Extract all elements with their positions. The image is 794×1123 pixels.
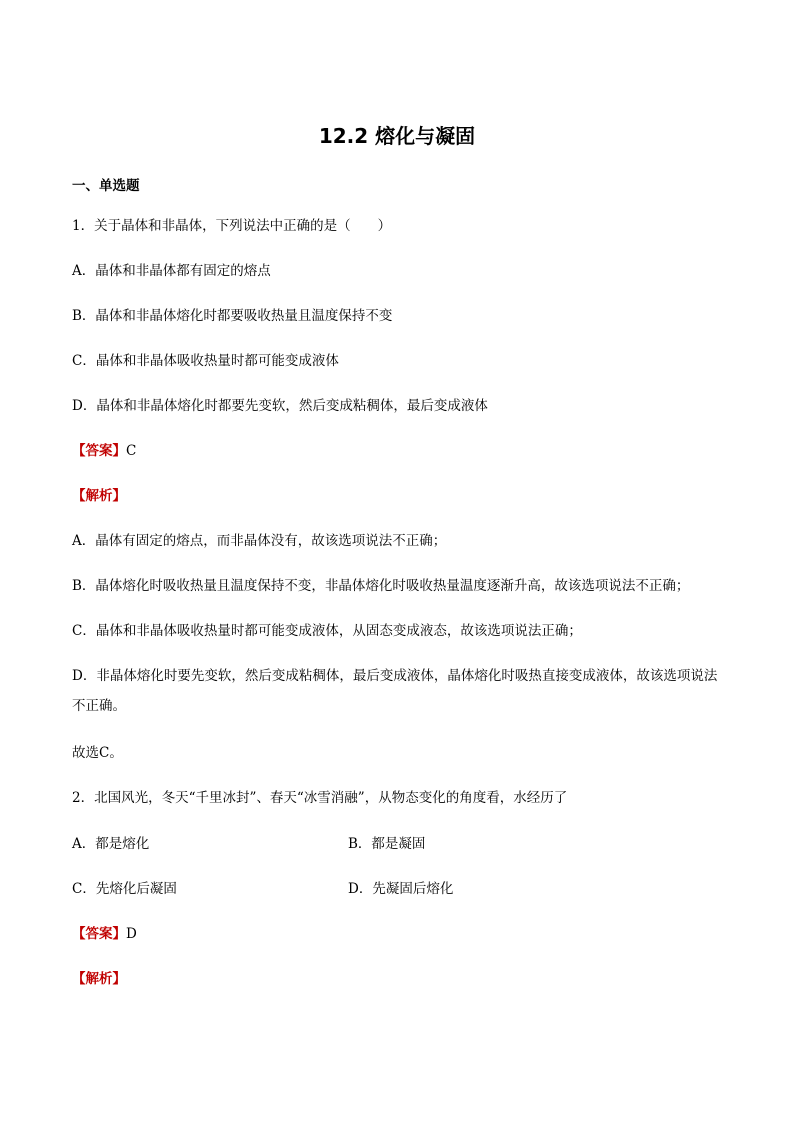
question-1-conclusion: 故选C。	[72, 745, 123, 761]
answer-value: C	[126, 443, 137, 459]
question-1-stem: 1．关于晶体和非晶体，下列说法中正确的是（ ）	[72, 218, 392, 234]
question-1-option-c: C．晶体和非晶体吸收热量时都可能变成液体	[72, 353, 339, 369]
question-1-answer	[72, 441, 136, 461]
answer-value: D	[126, 926, 137, 942]
question-1-analysis-heading	[72, 486, 126, 506]
question-1-analysis-a: A．晶体有固定的熔点，而非晶体没有，故该选项说法不正确；	[72, 533, 447, 549]
page-title: 12.2 熔化与凝固	[318, 124, 476, 148]
analysis-tag: 【解析】	[72, 488, 126, 504]
question-2-answer	[72, 924, 137, 944]
question-2-stem: 2．北国风光，冬天“千里冰封”、春天“冰雪消融”，从物态变化的角度看，水经历了	[72, 790, 568, 806]
question-2-option-d: D．先凝固后熔化	[348, 881, 454, 897]
analysis-tag: 【解析】	[72, 971, 126, 987]
answer-tag: 【答案】	[72, 926, 126, 942]
question-1-option-d: D．晶体和非晶体熔化时都要先变软，然后变成粘稠体，最后变成液体	[72, 398, 488, 414]
question-1-option-a: A．晶体和非晶体都有固定的熔点	[72, 263, 271, 279]
question-1-option-b: B．晶体和非晶体熔化时都要吸收热量且温度保持不变	[72, 308, 393, 324]
answer-tag: 【答案】	[72, 443, 126, 459]
question-2-option-c: C．先熔化后凝固	[72, 881, 177, 897]
question-1-analysis-d: D．非晶体熔化时要先变软，然后变成粘稠体，最后变成液体，晶体熔化时吸热直接变成液体，故该选项说法不正确。	[72, 668, 718, 714]
question-1-analysis-c: C．晶体和非晶体吸收热量时都可能变成液体，从固态变成液态，故该选项说法正确；	[72, 623, 582, 639]
question-2-option-a: A．都是熔化	[72, 836, 150, 852]
question-2-option-b: B．都是凝固	[348, 836, 426, 852]
section-heading: 一、单选题	[72, 178, 140, 194]
question-2-analysis-heading	[72, 969, 126, 989]
question-1-analysis-b: B．晶体熔化时吸收热量且温度保持不变，非晶体熔化时吸收热量温度逐渐升高，故该选项说法不正确；	[72, 578, 690, 594]
